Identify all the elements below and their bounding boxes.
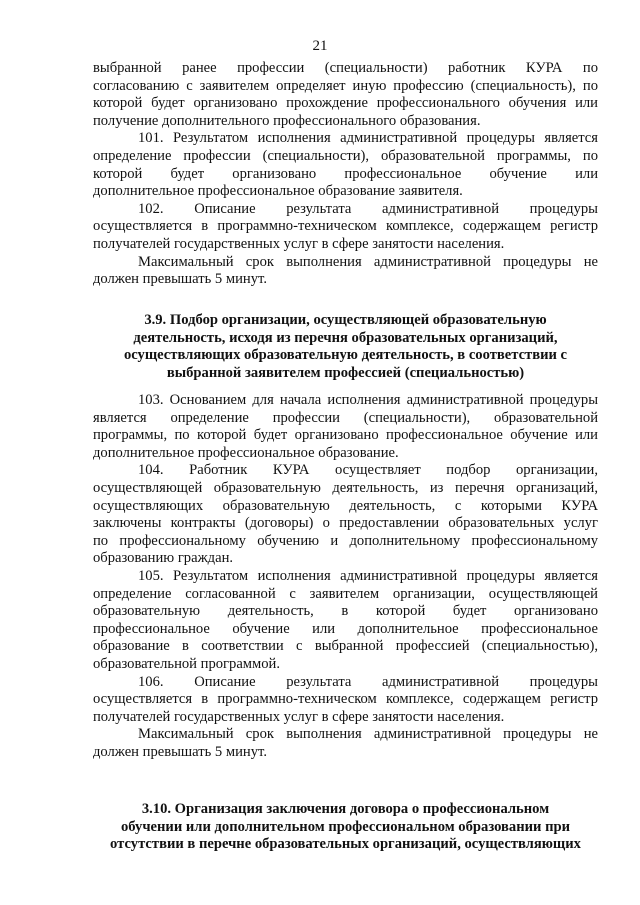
body-text-line: согласованию с заявителем определяет иную профессию (специальность), по (93, 77, 598, 94)
body-text-line: образование в соответствии с выбранной профессией (специальностью), (93, 638, 598, 655)
heading-line: деятельность, исходя из перечня образовательных организаций, (133, 329, 558, 346)
heading-line: отсутствии в перечне образовательных организаций, осуществляющих (110, 836, 581, 853)
body-text-line: осуществляется в программно-техническом комплексе, содержащем регистр (93, 218, 598, 235)
body-text-line: выбранной ранее профессии (специальности) работник КУРА по (93, 60, 598, 76)
body-text-line: осуществляющей образовательную деятельность, из перечня организаций, (93, 479, 598, 496)
section-heading-3-9 (93, 312, 598, 382)
section-heading-3-10 (93, 801, 598, 854)
body-text-line: Максимальный срок выполнения административной процедуры не (138, 726, 598, 743)
body-text-line: должен превышать 5 минут. (93, 743, 267, 760)
body-text-line: 102. Описание результата административной процедуры (138, 200, 598, 217)
body-text-line: должен превышать 5 минут. (93, 271, 267, 288)
body-text-line: получателей государственных услуг в сфере занятости населения. (93, 235, 505, 252)
body-text-line: получателей государственных услуг в сфере занятости населения. (93, 708, 505, 725)
heading-line: 3.10. Организация заключения договора о профессиональном (141, 801, 550, 817)
body-text-line: 106. Описание результата административной процедуры (138, 673, 598, 690)
body-text-line: осуществляющих образовательную деятельность, с которыми КУРА (93, 497, 598, 514)
body-text-line: образованию граждан. (93, 550, 234, 567)
body-text-line: получение дополнительного профессионального образования. (93, 112, 481, 129)
body-text-line: образовательной программой. (93, 655, 281, 672)
body-text-line: является определение профессии (специальности), образовательной (93, 409, 598, 426)
body-text-line: по профессиональному обучению и дополнительному профессиональному (93, 532, 598, 549)
body-text-line: 103. Основанием для начала исполнения административной процедуры (138, 392, 598, 408)
body-text-line: определение согласованной с заявителем организации, осуществляющей (93, 585, 598, 602)
body-text-line: дополнительное профессиональное образование заявителя. (93, 183, 463, 200)
paragraphs-101-102 (93, 60, 598, 289)
body-text-line: определение профессии (специальности), образовательной программы, по (93, 147, 598, 164)
paragraphs-103-106 (93, 392, 598, 761)
body-text-line: осуществляется в программно-техническом комплексе, содержащем регистр (93, 691, 598, 708)
body-text-line: дополнительное профессиональное образование. (93, 444, 399, 461)
heading-line: выбранной заявителем профессией (специальностью) (166, 364, 525, 381)
body-text-line: которой будет организовано прохождение профессионального обучения или (93, 95, 598, 112)
body-text-line: Максимальный срок выполнения административной процедуры не (138, 253, 598, 270)
body-text-line: которой будет организовано профессиональное обучение или (93, 165, 598, 182)
body-text-line: 104. Работник КУРА осуществляет подбор организации, (138, 462, 598, 479)
body-text-line: образовательную деятельность, в которой будет организовано (93, 603, 598, 620)
heading-line: осуществляющих образовательную деятельность, в соответствии с (123, 347, 568, 364)
body-text-line: 101. Результатом исполнения административной процедуры является (138, 130, 598, 147)
body-text-line: профессиональное обучение или дополнительное профессиональное (93, 620, 598, 637)
page-number: 21 (312, 38, 328, 54)
heading-line: 3.9. Подбор организации, осуществляющей образовательную (144, 312, 547, 328)
heading-line: обучении или дополнительном профессиональном образовании при (120, 818, 571, 835)
body-text-line: программы, по которой будет организовано профессиональное обучение или (93, 427, 598, 444)
body-text-line: 105. Результатом исполнения административной процедуры является (138, 567, 598, 584)
body-text-line: заключены контракты (договоры) о предоставлении образовательных услуг (93, 515, 598, 532)
